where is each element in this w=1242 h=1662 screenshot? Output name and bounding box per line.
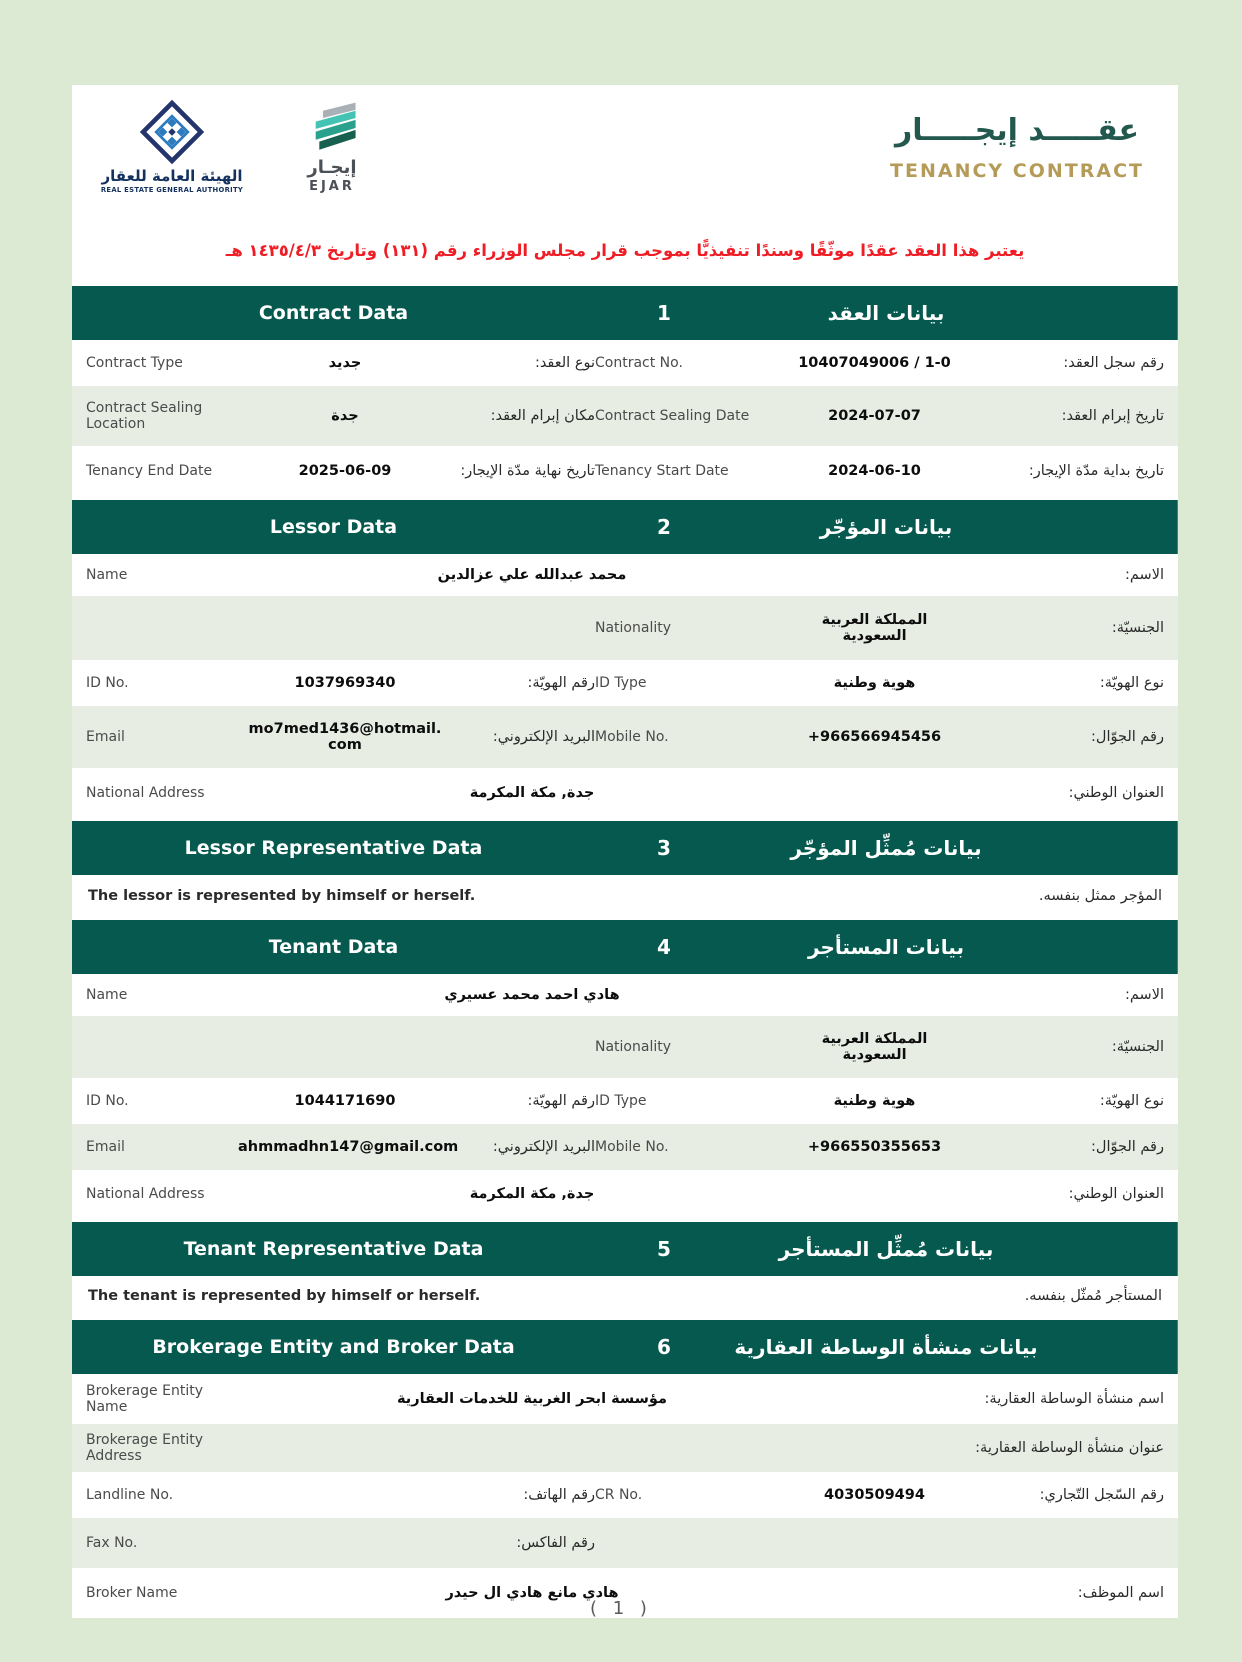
title-english: TENANCY CONTRACT <box>890 160 1144 182</box>
table-row <box>72 386 1178 446</box>
table-row <box>72 660 1178 706</box>
field-value: 1044171690 <box>294 1093 396 1109</box>
field-ar-label: نوع الهويّة: <box>1099 1093 1164 1109</box>
field-en-label: Tenancy Start Date <box>595 463 729 479</box>
field-en-label: Contract Sealing Date <box>595 408 750 424</box>
field-en-label: Brokerage Entity Address <box>86 1432 203 1464</box>
field-ar-label: العنوان الوطني: <box>1068 1186 1164 1202</box>
field-ar-label: رقم سجل العقد: <box>1063 355 1164 371</box>
section-title-ar-wrap <box>595 821 1178 875</box>
section-title-ar: بيانات المؤجّر <box>819 515 953 539</box>
section-tenant-representative <box>72 1222 1178 1316</box>
section-title-ar-wrap <box>595 500 1178 554</box>
table-row <box>72 596 1178 660</box>
section-title-ar: بيانات العقد <box>827 301 945 325</box>
table-row <box>72 446 1178 496</box>
field-ar-label: رقم الجوّال: <box>1091 729 1164 745</box>
table-row <box>72 340 1178 386</box>
section-title-ar: بيانات منشأة الوساطة العقارية <box>734 1335 1038 1359</box>
field-en-label: Email <box>86 1139 125 1155</box>
document-title <box>890 113 1144 182</box>
field-value: هادي مانع هادي ال حيدر <box>445 1585 619 1601</box>
field-ar-label: عنوان منشأة الوساطة العقارية: <box>975 1440 1164 1456</box>
section-number: 2 <box>657 515 671 539</box>
table-row <box>72 1124 1178 1170</box>
contract-document <box>72 85 1178 1618</box>
field-en-label: Landline No. <box>86 1487 174 1503</box>
section-title-ar: بيانات مُمثِّل المؤجّر <box>790 836 982 860</box>
table-row <box>72 1016 1178 1078</box>
field-en-label: ID Type <box>595 675 647 691</box>
field-en-label: Contract Sealing Location <box>86 400 203 432</box>
field-ar-label: تاريخ إبرام العقد: <box>1061 408 1164 424</box>
section-title-en: Brokerage Entity and Broker Data <box>152 1336 515 1358</box>
field-value: جدة, مكة المكرمة <box>469 784 595 801</box>
section-title-ar-wrap <box>595 1320 1178 1374</box>
rega-diamond-icon <box>139 99 205 165</box>
field-en-label: Email <box>86 729 125 745</box>
table-row <box>72 1374 1178 1424</box>
field-en-label: ID No. <box>86 675 129 691</box>
table-row <box>72 974 1178 1016</box>
note-en: The tenant is represented by himself or herself. <box>88 1288 481 1304</box>
note-en: The lessor is represented by himself or herself. <box>88 887 476 904</box>
field-ar-label: الجنسيّة: <box>1111 620 1164 636</box>
field-ar-label: رقم الفاكس: <box>516 1535 595 1551</box>
ejar-name-english: EJAR <box>309 179 355 194</box>
title-arabic: عقـــــد إيجـــــار <box>894 113 1140 148</box>
field-ar-label: البريد الإلكتروني: <box>492 1139 595 1155</box>
section-number: 5 <box>657 1237 671 1261</box>
legal-disclaimer: يعتبر هذا العقد عقدًا موثّقًا وسندًا تنفيذيًّا بموجب قرار مجلس الوزراء رقم (١٣١) وتاريخ ١٤٣٥/٤/٣ هـ <box>225 241 1025 260</box>
section-number: 4 <box>657 935 671 959</box>
rega-name-arabic: الهيئة العامة للعقار <box>101 167 243 185</box>
field-ar-label: اسم الموظف: <box>1077 1585 1164 1601</box>
field-ar-label: العنوان الوطني: <box>1068 784 1164 801</box>
field-value: هادي احمد محمد عسيري <box>444 987 620 1003</box>
table-row <box>72 1170 1178 1218</box>
table-row <box>72 1518 1178 1568</box>
field-en-label: Brokerage Entity Name <box>86 1383 203 1415</box>
document-header <box>72 85 1178 221</box>
field-value: هوية وطنية <box>833 1093 916 1109</box>
field-ar-label: الاسم: <box>1125 567 1164 583</box>
section-header <box>72 920 1178 974</box>
field-ar-label: تاريخ نهاية مدّة الإيجار: <box>460 463 595 479</box>
field-ar-label: البريد الإلكتروني: <box>492 729 595 745</box>
field-ar-label: نوع العقد: <box>534 355 595 371</box>
section-title-en: Tenant Representative Data <box>183 1238 484 1260</box>
field-ar-label: الجنسيّة: <box>1111 1039 1164 1055</box>
field-value: محمد عبدالله علي عزالدين <box>437 567 627 583</box>
field-en-label: ID Type <box>595 1093 647 1109</box>
section-header <box>72 1222 1178 1276</box>
section-title-en: Contract Data <box>258 302 409 324</box>
table-row <box>72 706 1178 768</box>
rega-name-english: REAL ESTATE GENERAL AUTHORITY <box>100 186 244 194</box>
section-title-en: Lessor Data <box>269 516 398 538</box>
table-row <box>72 1276 1178 1316</box>
field-ar-label: الاسم: <box>1125 987 1164 1003</box>
field-en-label: Broker Name <box>86 1585 178 1601</box>
field-value: 2025-06-09 <box>298 463 392 479</box>
field-ar-label: رقم الهويّة: <box>527 675 595 691</box>
section-lessor-representative <box>72 821 1178 916</box>
logos <box>92 99 378 194</box>
field-ar-label: اسم منشأة الوساطة العقارية: <box>984 1391 1164 1407</box>
field-en-label: National Address <box>86 784 205 801</box>
field-en-label: Name <box>86 567 128 583</box>
table-row <box>72 1472 1178 1518</box>
field-en-label: ID No. <box>86 1093 129 1109</box>
field-en-label: Mobile No. <box>595 1139 669 1155</box>
section-title-ar-wrap <box>595 1222 1178 1276</box>
field-en-label: Contract No. <box>595 355 683 371</box>
section-contract-data <box>72 286 1178 496</box>
section-title-ar: بيانات المستأجر <box>808 935 964 959</box>
field-en-label: Fax No. <box>86 1535 138 1551</box>
field-value: 2024-06-10 <box>828 463 921 479</box>
field-value: جدة <box>331 408 359 424</box>
section-number: 3 <box>657 836 671 860</box>
field-en-label: CR No. <box>595 1487 643 1503</box>
section-title-en: Lessor Representative Data <box>184 837 483 859</box>
note-ar: المستأجر مُمثّل بنفسه. <box>1024 1288 1162 1304</box>
table-row <box>72 1078 1178 1124</box>
section-title-ar-wrap <box>595 920 1178 974</box>
ejar-name-arabic: إيجـار <box>307 157 357 178</box>
page-number: ( 1 ) <box>590 1598 652 1619</box>
field-value: هوية وطنية <box>833 675 916 691</box>
field-value: 1037969340 <box>294 675 396 691</box>
field-ar-label: رقم الهاتف: <box>523 1487 595 1503</box>
section-title-ar: بيانات مُمثِّل المستأجر <box>778 1237 994 1261</box>
section-header <box>72 286 1178 340</box>
section-number: 6 <box>657 1335 671 1359</box>
field-ar-label: نوع الهويّة: <box>1099 675 1164 691</box>
field-value: 4030509494 <box>824 1487 925 1503</box>
section-number: 1 <box>657 301 671 325</box>
rega-logo <box>92 99 252 194</box>
field-ar-label: رقم الهويّة: <box>527 1093 595 1109</box>
note-ar: المؤجر ممثل بنفسه. <box>1038 887 1162 904</box>
field-value: 10407049006 / 1-0 <box>798 355 951 371</box>
section-brokerage-data <box>72 1320 1178 1618</box>
field-en-label: National Address <box>86 1186 205 1202</box>
table-row <box>72 554 1178 596</box>
ejar-logo <box>286 99 378 194</box>
section-lessor-data <box>72 500 1178 817</box>
section-tenant-data <box>72 920 1178 1218</box>
field-en-label: Mobile No. <box>595 729 669 745</box>
field-value: +966566945456 <box>807 729 942 745</box>
field-en-label: Nationality <box>595 620 672 636</box>
section-title-en: Tenant Data <box>268 936 399 958</box>
field-value: جديد <box>328 355 362 371</box>
field-ar-label: تاريخ بداية مدّة الإيجار: <box>1028 463 1164 479</box>
field-ar-label: مكان إبرام العقد: <box>490 408 595 424</box>
field-en-label: Name <box>86 987 128 1003</box>
ejar-stripes-icon <box>302 99 362 157</box>
field-value: 2024-07-07 <box>828 408 921 424</box>
field-value: المملكة العربية السعودية <box>821 1031 928 1063</box>
field-value: جدة, مكة المكرمة <box>469 1186 595 1202</box>
field-value: ahmmadhn147@gmail.com <box>238 1139 459 1155</box>
field-value: mo7med1436@hotmail.com <box>248 721 442 753</box>
field-ar-label: رقم الجوّال: <box>1091 1139 1164 1155</box>
field-value: المملكة العربية السعودية <box>821 612 928 644</box>
field-en-label: Contract Type <box>86 355 183 371</box>
table-row <box>72 875 1178 916</box>
section-header <box>72 1320 1178 1374</box>
table-row <box>72 1424 1178 1472</box>
field-ar-label: رقم السّجل التّجاري: <box>1039 1487 1164 1503</box>
table-row <box>72 768 1178 817</box>
field-value: مؤسسة ابحر الغربية للخدمات العقارية <box>397 1391 667 1407</box>
field-value: +966550355653 <box>807 1139 942 1155</box>
section-header <box>72 500 1178 554</box>
section-header <box>72 821 1178 875</box>
field-en-label: Tenancy End Date <box>86 463 213 479</box>
section-title-ar-wrap <box>595 286 1178 340</box>
field-en-label: Nationality <box>595 1039 672 1055</box>
